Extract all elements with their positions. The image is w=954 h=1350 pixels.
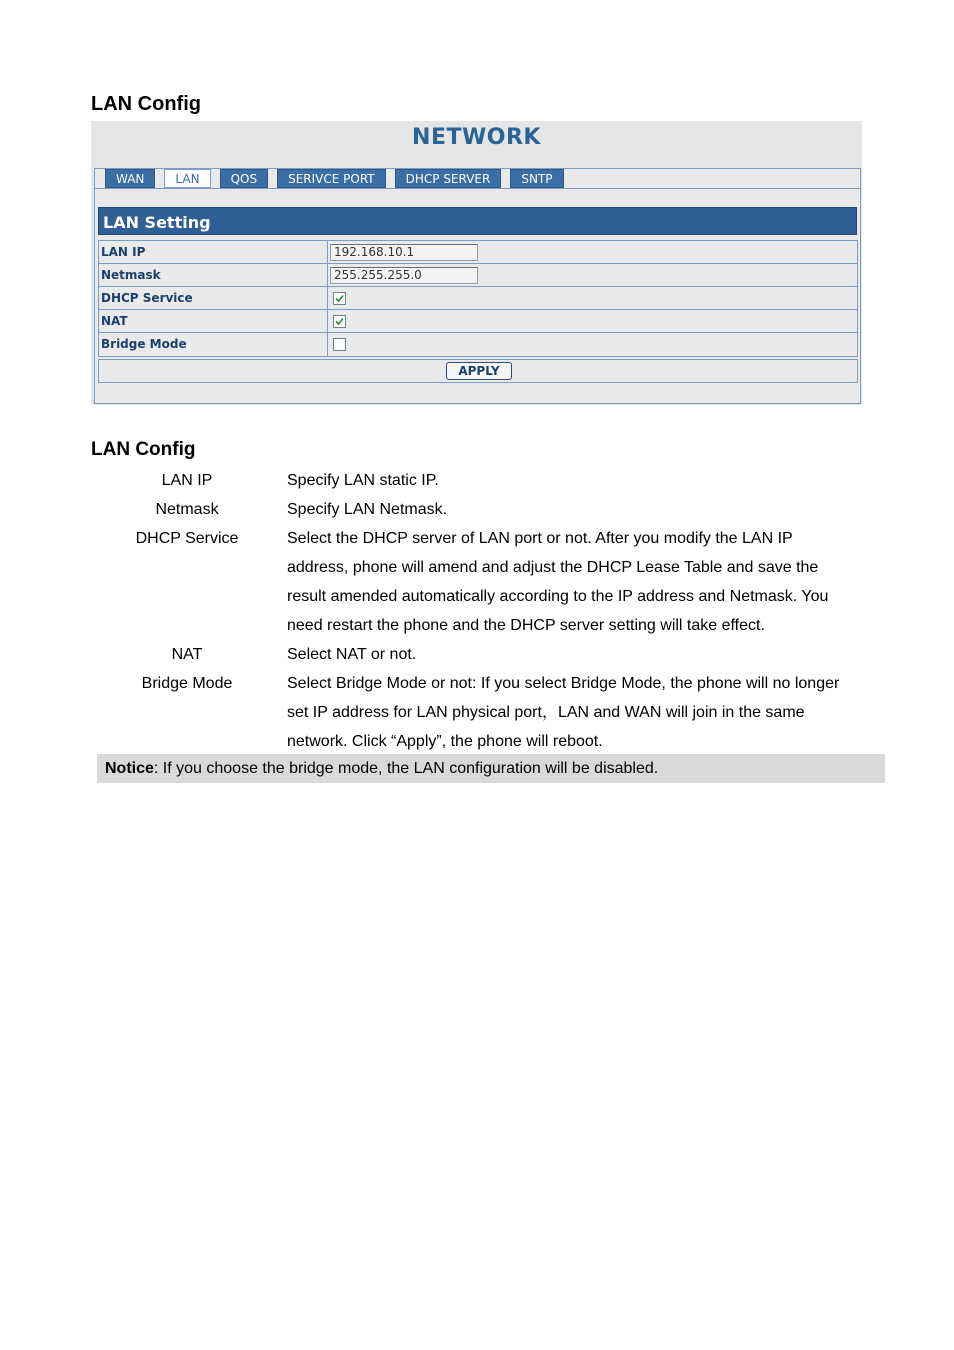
- tab-qos[interactable]: QOS: [220, 169, 269, 188]
- notice-label: Notice: [105, 760, 154, 777]
- desc-row-dhcp-service: [91, 524, 881, 640]
- row-dhcp-service: [99, 287, 857, 310]
- network-title: NETWORK: [412, 125, 541, 150]
- desc-line: Select the DHCP server of LAN port or not. After you modify the LAN IP: [287, 530, 793, 547]
- notice-box: [97, 754, 885, 783]
- bridge-mode-checkbox[interactable]: [333, 338, 346, 351]
- tab-divider: [95, 188, 860, 189]
- desc-row-lan-ip: [91, 466, 881, 495]
- tab-lan[interactable]: LAN: [164, 169, 210, 188]
- desc-line: address, phone will amend and adjust the DHCP Lease Table and save the: [287, 559, 819, 576]
- desc-line: set IP address for LAN physical port，LAN and WAN will join in the same: [287, 704, 805, 721]
- desc-line: Specify LAN Netmask.: [287, 501, 448, 518]
- check-icon: [334, 316, 345, 327]
- row-netmask: [99, 264, 857, 287]
- description-heading: LAN Config: [91, 439, 196, 460]
- desc-row-bridge-mode: [91, 669, 881, 756]
- dhcp-service-checkbox[interactable]: [333, 292, 346, 305]
- check-icon: [334, 293, 345, 304]
- desc-term: Netmask: [155, 501, 219, 518]
- nat-checkbox[interactable]: [333, 315, 346, 328]
- apply-button[interactable]: APPLY: [446, 362, 512, 380]
- page-heading-lan-config: LAN Config: [91, 93, 201, 115]
- netmask-input[interactable]: 255.255.255.0: [330, 267, 478, 284]
- desc-term: DHCP Service: [135, 530, 239, 547]
- nat-label: NAT: [99, 310, 328, 332]
- desc-line: need restart the phone and the DHCP server setting will take effect.: [287, 617, 765, 634]
- desc-term: NAT: [171, 646, 203, 663]
- desc-line: network. Click “Apply”, the phone will reboot.: [287, 733, 603, 750]
- desc-row-nat: [91, 640, 881, 669]
- network-frame: [94, 168, 861, 404]
- network-config-panel: [91, 121, 862, 405]
- lan-ip-input[interactable]: 192.168.10.1: [330, 244, 478, 261]
- desc-line: Select Bridge Mode or not: If you select Bridge Mode, the phone will no longer: [287, 675, 840, 692]
- tab-dhcp-server[interactable]: DHCP SERVER: [395, 169, 502, 188]
- row-bridge-mode: [99, 333, 857, 356]
- lan-setting-table: [98, 240, 858, 357]
- desc-line: result amended automatically according to the IP address and Netmask. You: [287, 588, 829, 605]
- row-lan-ip: [99, 241, 857, 264]
- desc-row-netmask: [91, 495, 881, 524]
- desc-line: Specify LAN static IP.: [287, 472, 439, 489]
- description-list: [91, 466, 881, 756]
- row-nat: [99, 310, 857, 333]
- lan-ip-label: LAN IP: [99, 241, 328, 263]
- lan-setting-header: LAN Setting: [98, 207, 857, 235]
- desc-term: Bridge Mode: [141, 675, 233, 692]
- netmask-label: Netmask: [99, 264, 328, 286]
- desc-line: Select NAT or not.: [287, 646, 417, 663]
- notice-text: : If you choose the bridge mode, the LAN configuration will be disabled.: [153, 760, 659, 777]
- tab-service-port[interactable]: SERIVCE PORT: [277, 169, 386, 188]
- dhcp-service-label: DHCP Service: [99, 287, 328, 309]
- bridge-mode-label: Bridge Mode: [99, 333, 328, 356]
- network-tabs: [105, 169, 573, 189]
- apply-row: [98, 359, 858, 383]
- desc-term: LAN IP: [161, 472, 213, 489]
- tab-sntp[interactable]: SNTP: [510, 169, 563, 188]
- tab-wan[interactable]: WAN: [105, 169, 155, 188]
